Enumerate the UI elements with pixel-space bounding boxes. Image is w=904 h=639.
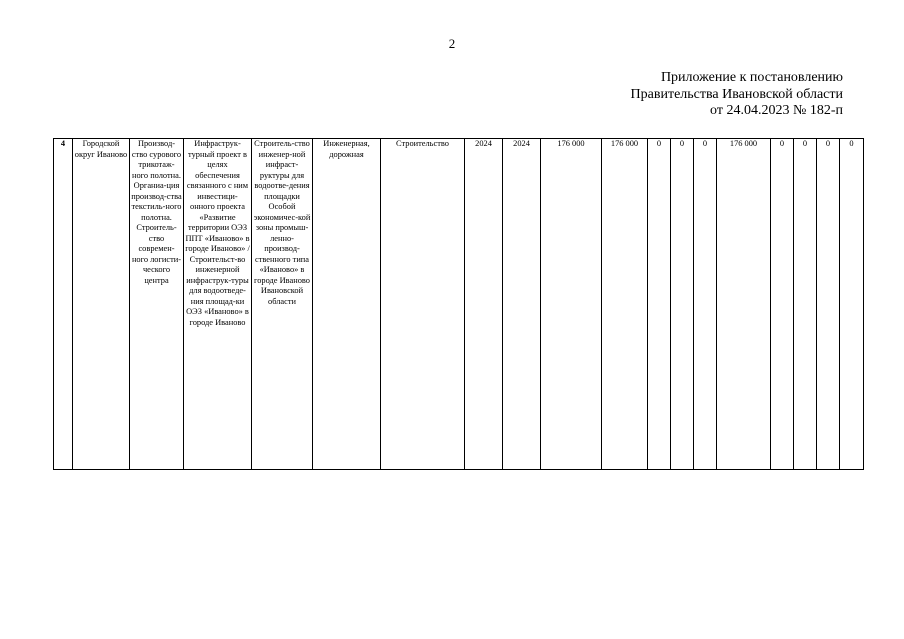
row-number-cell: 4 — [54, 139, 73, 470]
work-type-cell: Строительство — [381, 139, 465, 470]
start-year-cell: 2024 — [465, 139, 503, 470]
approval-line-3: от 24.04.2023 № 182-п — [710, 103, 843, 118]
object-name-cell: Строитель-ство инженер-ной инфраст-руктуры для водоотве-дения площадки Особой экономичес-кой зоны промыш-ленно-производ-ственного типа «Иваново» в городе Иваново Ивановской области — [252, 139, 313, 470]
amount-cell: 0 — [817, 139, 840, 470]
investment-project-cell: Производ-ство сурового трикотаж-ного полотна. Органиа-ция производ-ства текстиль-ного полотна. Строитель-ство современ-ного логисти-ческого центра — [130, 139, 184, 470]
infrastructure-type-cell: Инженерная, дорожная — [313, 139, 381, 470]
page-number: 2 — [448, 36, 456, 51]
total-amount-cell: 176 000 — [541, 139, 602, 470]
amount-cell: 176 000 — [717, 139, 771, 470]
amount-cell: 0 — [671, 139, 694, 470]
amount-cell: 0 — [771, 139, 794, 470]
approval-line-1: Приложение к постановлению — [660, 70, 843, 85]
infrastructure-project-cell: Инфраструк-турный проект в целях обеспечения связанного с ним инвестици-онного проекта «Развитие территории ОЭЗ ППТ «Иваново» в городе Иваново» / Строительст-во инженерной инфраструк-туры для водоотведе-ния площад-ки ОЭЗ «Иваново» в городе Иваново — [184, 139, 252, 470]
amount-cell: 0 — [794, 139, 817, 470]
municipality-cell: Городской округ Иваново — [73, 139, 130, 470]
projects-table — [53, 138, 864, 470]
approval-line-2: Правительства Ивановской области — [630, 86, 843, 102]
amount-cell: 0 — [694, 139, 717, 470]
end-year-cell: 2024 — [503, 139, 541, 470]
approval-block — [631, 70, 843, 120]
table-row — [54, 139, 864, 470]
amount-cell: 176 000 — [602, 139, 648, 470]
amount-cell: 0 — [648, 139, 671, 470]
amount-cell: 0 — [840, 139, 864, 470]
